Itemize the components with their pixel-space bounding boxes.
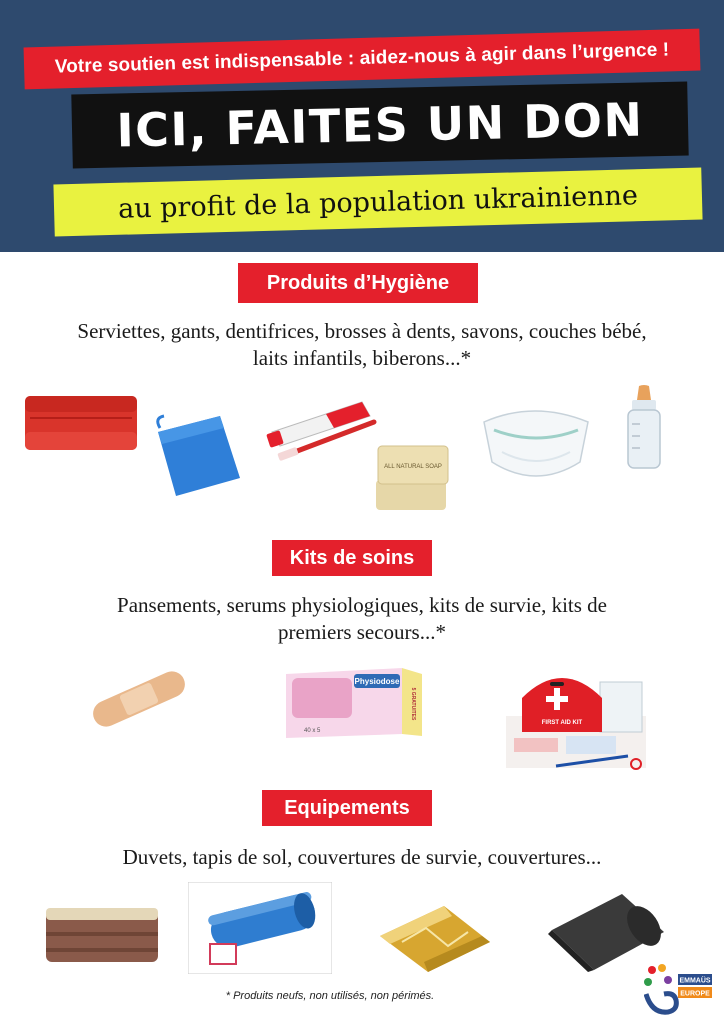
hygiene-description-line2: laits infantils, biberons...*	[252, 346, 472, 370]
tagline-strip	[24, 29, 701, 90]
logo-line1: EMMAÜS	[679, 977, 711, 985]
soap-image	[372, 444, 452, 516]
subtitle-strip	[53, 168, 702, 237]
first-aid-kit-image	[496, 638, 656, 778]
equipment-description-line1: Duvets, tapis de sol, couvertures de survie, couvertures...	[122, 845, 602, 869]
sleeping-bag-image	[188, 882, 332, 974]
hygiene-description	[20, 318, 704, 372]
diaper-image	[478, 402, 594, 488]
box-count: 40 x 5	[304, 728, 321, 734]
section-label-hygiene: Produits d’Hygiène	[238, 263, 478, 303]
page-subtitle: au profit de la population ukrainienne	[117, 179, 639, 225]
sleeping-mat-image	[548, 888, 666, 974]
survival-blanket-image	[372, 902, 496, 974]
bandage-image	[86, 668, 192, 730]
tagline: Votre soutien est indispensable : aidez-nous à agir dans l’urgence !	[54, 39, 670, 78]
logo-line2: EUROPE	[680, 990, 710, 998]
page-title: ICI, FAITES UN DON	[116, 92, 644, 158]
care-kits-description-line1: Pansements, serums physiologiques, kits de survie, kits de	[117, 593, 607, 617]
title-strip	[71, 82, 688, 169]
kit-label: FIRST AID KIT	[541, 720, 583, 726]
washcloth-image	[150, 410, 242, 502]
section-label-equipment: Equipements	[262, 790, 432, 826]
emmaus-europe-logo	[644, 964, 714, 1016]
baby-bottle-image	[622, 384, 666, 472]
toothpaste-toothbrush-image	[266, 394, 382, 466]
hygiene-description-line1: Serviettes, gants, dentifrices, brosses à dents, savons, couches bébé,	[77, 319, 647, 343]
box-side-text: 5 GRATUITES	[410, 687, 416, 721]
header-banner	[0, 0, 724, 252]
equipment-description	[20, 844, 704, 871]
physiodose-box-image	[284, 664, 424, 742]
section-label-care-kits: Kits de soins	[272, 540, 432, 576]
towel-image	[22, 392, 140, 454]
footnote: * Produits neufs, non utilisés, non périmés.	[225, 990, 435, 1002]
soap-label: ALL NATURAL SOAP	[384, 464, 442, 470]
blanket-image	[40, 898, 164, 970]
care-kits-description-line2: premiers secours...*	[278, 620, 446, 644]
box-brand: Physiodose	[354, 677, 400, 686]
